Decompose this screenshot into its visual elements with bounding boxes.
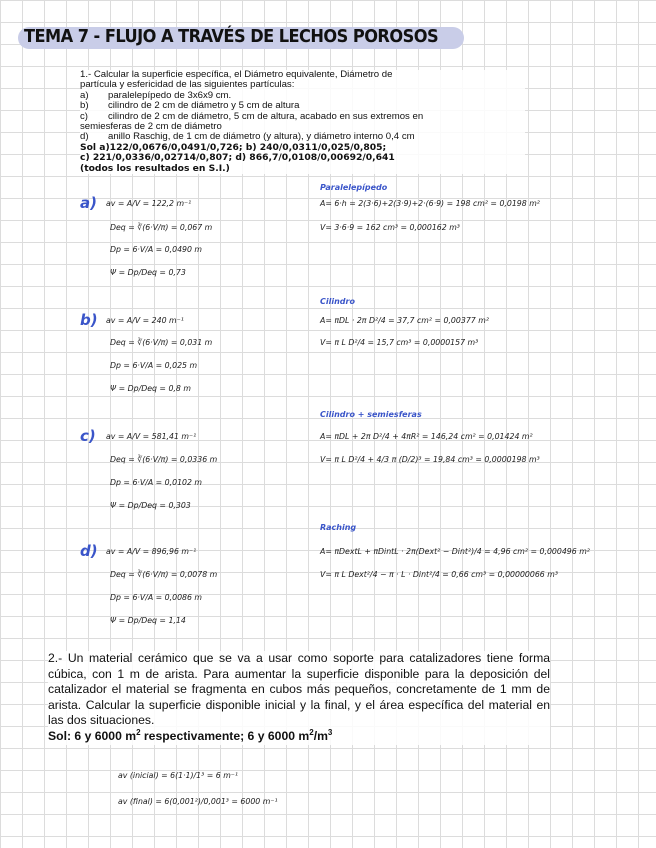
item-key: d)	[80, 131, 89, 143]
sol-part: respectivamente; 6 y 6000 m	[140, 728, 310, 743]
sol-sup: 2	[309, 727, 314, 737]
hw-formula: av = A/V = 896,96 m⁻¹	[106, 547, 197, 556]
hw-formula: av (inicial) = 6(1·1)/1³ = 6 m⁻¹	[118, 771, 239, 780]
hw-formula: Ψ = Dp/Deq = 0,8 m	[110, 384, 191, 393]
hw-formula: Dp = 6·V/A = 0,025 m	[110, 361, 198, 370]
sol-part: /m	[313, 728, 328, 743]
sol-sup: 3	[327, 727, 333, 737]
hw-heading: Cilindro	[320, 297, 355, 306]
hw-formula: Deq = ∛(6·V/π) = 0,0078 m	[110, 570, 218, 579]
hw-heading: Raching	[320, 523, 357, 532]
hw-formula: V= π L Dext²/4 − π · L · Dint²/4 = 0,66 cm³ = 0,00000066 m³	[320, 570, 558, 579]
item-key: b)	[80, 100, 89, 112]
hw-formula: Ψ = Dp/Deq = 0,73	[110, 268, 186, 277]
hw-formula: Ψ = Dp/Deq = 1,14	[110, 616, 186, 625]
hw-label-d: d)	[80, 542, 98, 560]
hw-formula: Deq = ∛(6·V/π) = 0,0336 m	[110, 455, 218, 464]
hw-formula: A= πDL · 2π D²/4 = 37,7 cm² = 0,00377 m²	[320, 316, 489, 325]
page-title: TEMA 7 - FLUJO A TRAVÉS DE LECHOS POROSOS	[24, 26, 439, 47]
hw-formula: Dp = 6·V/A = 0,0086 m	[110, 593, 203, 602]
item-text: cilindro de 2 cm de diámetro, 5 cm de altura, acabado en sus extremos en	[108, 110, 424, 122]
sol-sup: 2	[136, 727, 141, 737]
solution-line: c) 221/0,0336/0,02714/0,807; d) 866,7/0,0108/0,00692/0,641	[80, 152, 395, 164]
hw-formula: Dp = 6·V/A = 0,0490 m	[110, 245, 203, 254]
item-text: paralelepípedo de 3x6x9 cm.	[108, 89, 232, 101]
item-text: anillo Raschig, de 1 cm de diámetro (y altura), y diámetro interno 0,4 cm	[108, 131, 415, 143]
item-text: cilindro de 2 cm de diámetro y 5 cm de altura	[108, 100, 300, 112]
problem-2-text: 2.- Un material cerámico que se va a usar como soporte para catalizadores tiene forma cúbica, con 1 m de arista. Para aumentar la superficie disponible para la deposición del catalizador el material se fragmenta en cubos más pequeños, concretamente de 1 mm de arista. Calcular la superficie disponible inicial y la final, y el área específica del material en las dos situaciones.	[48, 651, 550, 728]
hw-formula: Dp = 6·V/A = 0,0102 m	[110, 478, 203, 487]
hw-label-b: b)	[80, 311, 98, 329]
hw-heading: Cilindro + semiesferas	[320, 410, 422, 419]
hw-formula: A= πDextL + πDintL · 2π(Dext² − Dint²)/4 = 4,96 cm² = 0,000496 m²	[320, 547, 590, 556]
hw-heading: Paralelepípedo	[320, 183, 388, 192]
problem-1	[80, 70, 525, 174]
hw-formula: av = A/V = 122,2 m⁻¹	[106, 199, 192, 208]
problem-1-text: partícula y esfericidad de las siguientes partículas:	[80, 79, 295, 91]
solution-note: (todos los resultados en S.I.)	[80, 162, 230, 174]
hw-formula: Deq = ∛(6·V/π) = 0,067 m	[110, 223, 213, 232]
hw-formula: A= πDL + 2π D²/4 + 4πR² = 146,24 cm² = 0,01424 m²	[320, 432, 533, 441]
hw-formula: av (final) = 6(0,001²)/0,001³ = 6000 m⁻¹	[118, 797, 278, 806]
hw-formula: A= 6·h = 2(3·6)+2(3·9)+2·(6·9) = 198 cm² = 0,0198 m²	[320, 199, 540, 208]
hw-label-c: c)	[80, 427, 96, 445]
hw-formula: av = A/V = 581,41 m⁻¹	[106, 432, 197, 441]
hw-formula: av = A/V = 240 m⁻¹	[106, 316, 184, 325]
problem-1-text: 1.- Calcular la superficie específica, el Diámetro equivalente, Diámetro de	[80, 69, 393, 80]
hw-formula: V= π L D²/4 + 4/3 π (D/2)³ = 19,84 cm³ = 0,0000198 m³	[320, 455, 540, 464]
sol-part: Sol: 6 y 6000 m	[48, 728, 137, 743]
item-key: c)	[80, 110, 88, 122]
problem-2	[48, 651, 550, 745]
hw-formula: V= π L D²/4 = 15,7 cm³ = 0,0000157 m³	[320, 338, 479, 347]
hw-formula: V= 3·6·9 = 162 cm³ = 0,000162 m³	[320, 223, 460, 232]
hw-formula: Deq = ∛(6·V/π) = 0,031 m	[110, 338, 213, 347]
problem-2-solution	[48, 729, 550, 745]
item-key: a)	[80, 89, 89, 101]
hw-formula: Ψ = Dp/Deq = 0,303	[110, 501, 191, 510]
hw-label-a: a)	[80, 194, 97, 212]
problem-1-text: semiesferas de 2 cm de diámetro	[80, 121, 222, 133]
solution-line: Sol a)122/0,0676/0,0491/0,726; b) 240/0,0311/0,025/0,805;	[80, 141, 387, 153]
